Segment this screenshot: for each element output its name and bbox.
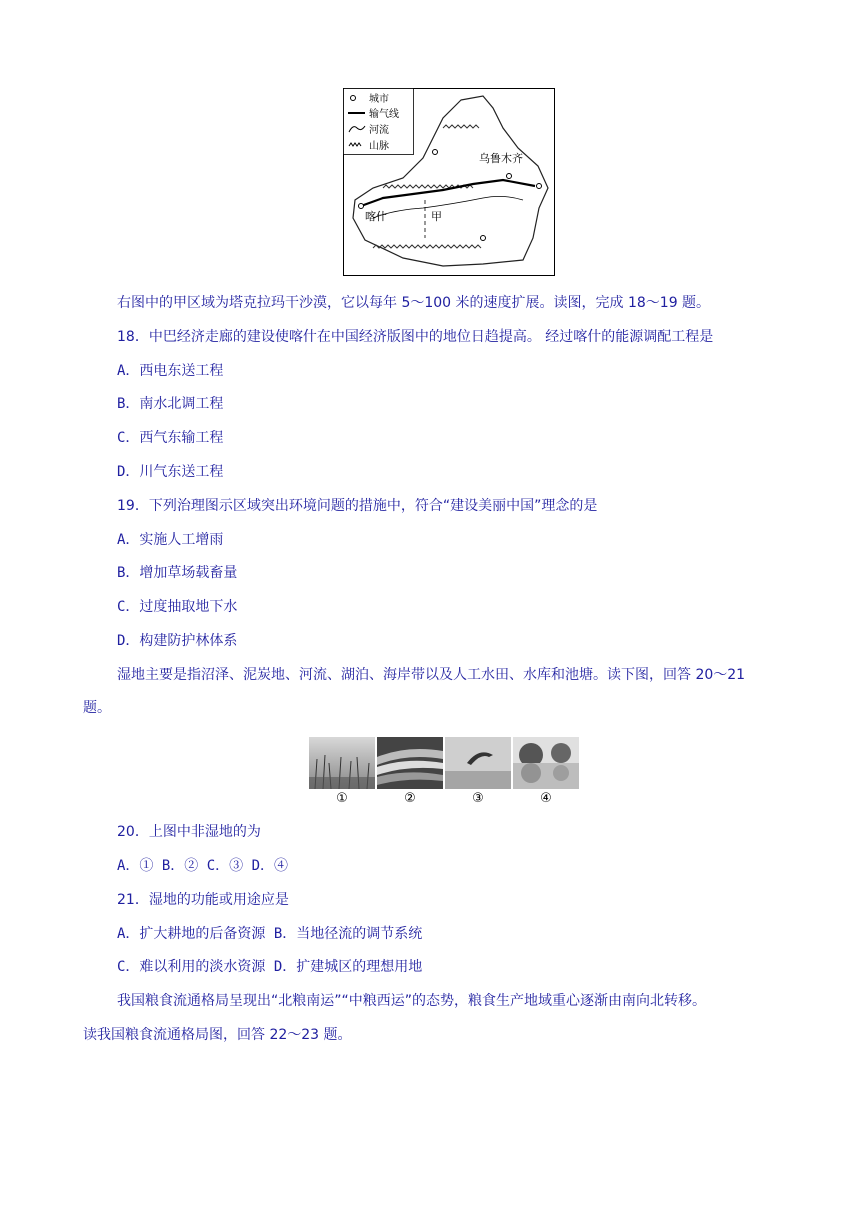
q19-option-a: A．实施人工增雨	[117, 532, 224, 548]
intro-paragraph-1: 右图中的甲区域为塔克拉玛干沙漠，它以每年 5～100 米的速度扩展。读图，完成 18～19 题。	[117, 295, 711, 311]
photo-4-lake	[513, 737, 579, 789]
svg-text:河流: 河流	[369, 125, 389, 136]
city-icon	[433, 150, 438, 155]
city-kashgar-icon	[359, 204, 364, 209]
photo-label-2: ②	[404, 791, 416, 806]
q20-options: A．① B．② C．③ D．④	[117, 858, 289, 874]
photo-label-3: ③	[472, 791, 484, 806]
q21-options-row1: A．扩大耕地的后备资源 B．当地径流的调节系统	[117, 926, 423, 942]
intro-paragraph-3-line2: 读我国粮食流通格局图，回答 22～23 题。	[83, 1027, 352, 1043]
q19-option-d: D．构建防护林体系	[117, 633, 238, 649]
question-18-stem: 18．中巴经济走廊的建设使喀什在中国经济版图中的地位日趋提高。 经过喀什的能源调配工程是	[117, 329, 714, 345]
q19-option-b: B．增加草场载畜量	[117, 565, 238, 581]
photo-3-dolphin	[445, 737, 511, 789]
photo-1-reeds	[309, 737, 375, 789]
xinjiang-map	[343, 88, 555, 276]
q18-option-b: B．南水北调工程	[117, 396, 224, 412]
q21-options-row2: C．难以利用的淡水资源 D．扩建城区的理想用地	[117, 959, 423, 975]
reeds-image-icon	[309, 737, 375, 789]
svg-text:输气线: 输气线	[369, 109, 399, 120]
q18-option-d: D．川气东送工程	[117, 464, 224, 480]
intro-paragraph-3-line1: 我国粮食流通格局呈现出“北粮南运”“中粮西运”的态势，粮食生产地域重心逐渐由南向北转移。	[117, 993, 707, 1009]
photo-label-4: ④	[540, 791, 552, 806]
terraces-image-icon	[377, 737, 443, 789]
intro-paragraph-2-line2: 题。	[83, 700, 111, 716]
question-21-stem: 21．湿地的功能或用途应是	[117, 892, 289, 908]
photo-2-terraces	[377, 737, 443, 789]
intro-paragraph-2-line1: 湿地主要是指沼泽、泥炭地、河流、湖泊、海岸带以及人工水田、水库和池塘。读下图，回答 20～21	[117, 667, 746, 683]
q18-option-a: A．西电东送工程	[117, 363, 224, 379]
svg-text:山脉: 山脉	[369, 141, 389, 152]
label-kashgar: 喀什	[365, 210, 387, 223]
legend-city: 城市	[369, 94, 389, 105]
label-jia: 甲	[431, 210, 442, 223]
city-icon	[537, 184, 542, 189]
photo-label-1: ①	[336, 791, 348, 806]
map-graphic	[343, 88, 555, 276]
q19-option-c: C．过度抽取地下水	[117, 599, 238, 615]
dolphin-image-icon	[445, 737, 511, 789]
lake-image-icon	[513, 737, 579, 789]
city-icon	[481, 236, 486, 241]
city-urumqi-icon	[507, 174, 512, 179]
question-20-stem: 20．上图中非湿地的为	[117, 824, 261, 840]
q18-option-c: C．西气东输工程	[117, 430, 224, 446]
label-urumqi: 乌鲁木齐	[479, 152, 523, 165]
question-19-stem: 19．下列治理图示区域突出环境问题的措施中，符合“建设美丽中国”理念的是	[117, 498, 598, 514]
